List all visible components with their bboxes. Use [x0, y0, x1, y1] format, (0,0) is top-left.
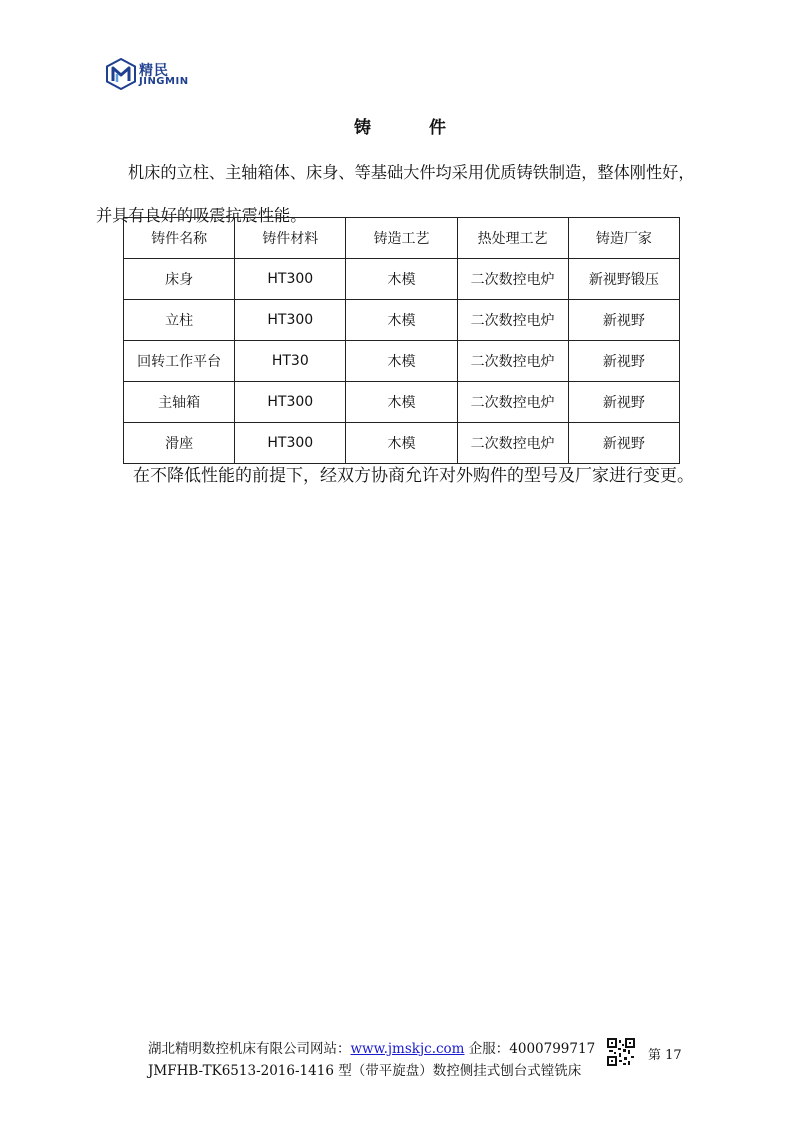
table-cell: 二次数控电炉: [457, 300, 568, 341]
table-cell: 滑座: [124, 423, 235, 464]
logo-chinese-text: 精民: [139, 63, 169, 79]
table-cell: HT300: [235, 423, 346, 464]
table-cell: 新视野锻压: [568, 259, 679, 300]
footer-service-phone: 企服：4000799717: [464, 1041, 596, 1057]
table-cell: 木模: [346, 341, 457, 382]
footer-company: 湖北精明数控机床有限公司网站：: [148, 1041, 351, 1057]
table-cell: 二次数控电炉: [457, 423, 568, 464]
table-cell: HT30: [235, 341, 346, 382]
column-header: 铸件名称: [124, 218, 235, 259]
table-cell: 新视野: [568, 341, 679, 382]
table-cell: 二次数控电炉: [457, 382, 568, 423]
table-cell: 二次数控电炉: [457, 259, 568, 300]
table-row: [124, 259, 680, 300]
logo-english-text: JINGMIN: [139, 76, 189, 87]
intro-paragraph: 机床的立柱、主轴箱体、床身、等基础大件均采用优质铸铁制造，整体刚性好，并具有良好的吸震抗震性能。: [96, 163, 695, 225]
table-cell: 木模: [346, 382, 457, 423]
table-cell: HT300: [235, 259, 346, 300]
table-row: [124, 300, 680, 341]
table-header-row: [124, 218, 680, 259]
table-cell: 主轴箱: [124, 382, 235, 423]
footer-contact-line: [148, 1037, 595, 1057]
footer-model-line: JMFHB-TK6513-2016-1416 型（带平旋盘）数控侧挂式刨台式镗铣床: [148, 1063, 582, 1079]
table-cell: 二次数控电炉: [457, 341, 568, 382]
table-cell: HT300: [235, 382, 346, 423]
table-cell: 新视野: [568, 382, 679, 423]
table-cell: 立柱: [124, 300, 235, 341]
table-row: [124, 423, 680, 464]
table-cell: 木模: [346, 423, 457, 464]
column-header: 铸造厂家: [568, 218, 679, 259]
table-cell: 新视野: [568, 300, 679, 341]
page-number: 第 17: [648, 1048, 682, 1063]
table-cell: HT300: [235, 300, 346, 341]
table-cell: 床身: [124, 259, 235, 300]
website-link[interactable]: www.jmskjc.com: [350, 1041, 465, 1057]
table-cell: 木模: [346, 300, 457, 341]
company-logo: [105, 58, 215, 90]
column-header: 热处理工艺: [457, 218, 568, 259]
section-title: 铸 件: [354, 118, 446, 138]
castings-table: [123, 217, 680, 464]
table-row: [124, 382, 680, 423]
table-cell: 新视野: [568, 423, 679, 464]
note-paragraph: 在不降低性能的前提下，经双方协商允许对外购件的型号及厂家进行变更。: [133, 466, 694, 486]
column-header: 铸件材料: [235, 218, 346, 259]
table-cell: 木模: [346, 259, 457, 300]
table-row: [124, 341, 680, 382]
column-header: 铸造工艺: [346, 218, 457, 259]
table-cell: 回转工作平台: [124, 341, 235, 382]
jingmin-logo-icon: [105, 58, 137, 90]
qr-code-icon: [607, 1038, 635, 1066]
